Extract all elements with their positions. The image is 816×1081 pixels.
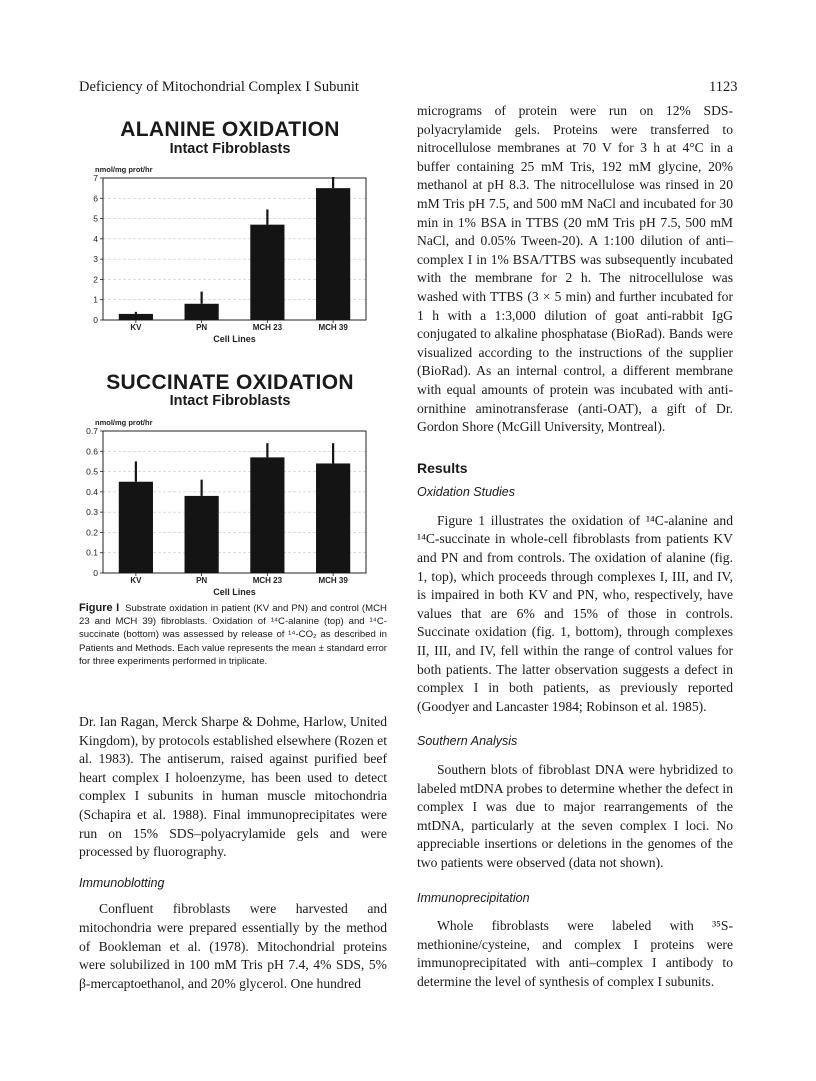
figure-caption xyxy=(79,602,387,668)
x-tick-label: MCH 23 xyxy=(252,323,283,332)
y-tick-label: 0.4 xyxy=(86,486,98,497)
y-tick-label: 0.3 xyxy=(86,507,98,518)
alanine-oxidation-chart xyxy=(66,156,396,356)
x-tick-label: KV xyxy=(130,576,142,585)
y-tick-label: 0.2 xyxy=(86,527,98,538)
y-tick-label: 0.7 xyxy=(86,426,98,436)
chart2-subtitle: Intact Fibroblasts xyxy=(169,393,291,409)
y-tick-label: 5 xyxy=(93,213,98,224)
figure-label: Figure I xyxy=(79,602,120,614)
y-tick-label: 0.1 xyxy=(86,547,98,558)
left-paragraph-2: Confluent fibroblasts were harvested and mitochondria were prepared essentially by the method of Bookleman et al. (1978). Mitochondrial proteins were solubilized in 100 mM Tris pH 7.4, 4% SDS, 5% β-mercaptoethanol, and 20% glycerol. One hundred xyxy=(79,901,387,991)
y-tick-label: 1 xyxy=(93,294,98,305)
chart1-title: ALANINE OXIDATION xyxy=(120,118,340,141)
x-tick-label: MCH 39 xyxy=(318,323,348,332)
running-title: Deficiency of Mitochondrial Complex I Subunit xyxy=(79,79,359,95)
right-paragraph-3: Southern blots of fibroblast DNA were hybridized to labeled mtDNA probes to determine whether the defect in complex I was due to major rearrangements of the mtDNA, particularly at the seven complex I loci. No appreciable insertions or deletions in the genomes of the two patients were observed (data not shown). xyxy=(417,762,733,870)
y-tick-label: 2 xyxy=(93,274,98,285)
southern-analysis-heading: Southern Analysis xyxy=(417,734,518,749)
y-tick-label: 6 xyxy=(93,193,98,204)
y-tick-label: 7 xyxy=(93,173,98,183)
bar xyxy=(119,314,153,320)
y-tick-label: 0 xyxy=(93,568,98,578)
bar xyxy=(316,188,350,320)
x-tick-label: MCH 39 xyxy=(318,576,348,585)
y-tick-label: 3 xyxy=(93,254,98,265)
right-paragraph-4: Whole fibroblasts were labeled with ³⁵S-methionine/cysteine, and complex I proteins were immunoprecipitated with anti–complex I antibody to determine the level of synthesis of complex I subunits. xyxy=(417,918,733,989)
right-column xyxy=(417,102,733,992)
chart2-title: SUCCINATE OXIDATION xyxy=(106,371,354,394)
y-axis-label: nmol/mg prot/hr xyxy=(95,418,153,427)
figure-caption-text: Substrate oxidation in patient (KV and PN) and control (MCH 23 and MCH 39) fibroblasts. Oxidation of ¹⁴C-alanine (top) and ¹⁴C-succinate (bottom) was assessed by release of ¹⁴-CO₂ as described in Patients and Methods. Each value represents the mean ± standard error for three experiments performed in triplicate. xyxy=(79,603,387,667)
x-tick-label: KV xyxy=(130,323,142,332)
bar xyxy=(250,225,284,320)
y-tick-label: 4 xyxy=(93,233,98,244)
y-tick-label: 0.5 xyxy=(86,466,98,477)
bar xyxy=(119,482,153,573)
right-paragraph-1: micrograms of protein were run on 12% SDS-polyacrylamide gels. Proteins were transferred to nitrocellulose membranes at 70 V for 3 h at 4°C in a buffer containing 25 mM Tris, 192 mM glycine, 20% methanol at pH 8.3. The nitrocellulose was rinsed in 20 mM Tris pH 7.5, and 500 mM NaCl and incubated for 30 min in 1% BSA in TTBS (20 mM Tris pH 7.5, 500 mM NaCl, and 0.05% Tween-20). A 1:100 dilution of anti–complex I in 1% BSA/TTBS was subsequently incubated with the membrane for 2 h. The nitrocellulose was washed with TTBS (3 × 5 min) and further incubated for 1 h with a 1:3,000 dilution of goat anti-rabbit IgG conjugated to alkaline phosphatase (BioRad). Bands were visualized according to the instructions of the supplier (BioRad). As an internal control, a different membrane with equal amounts of protein was incubated with anti-ornithine aminotransferase (anti-OAT), a gift of Dr. Gordon Shore (McGill University, Montreal). xyxy=(417,103,733,435)
bar xyxy=(185,304,219,320)
x-tick-label: MCH 23 xyxy=(252,576,283,585)
left-paragraph-1: Dr. Ian Ragan, Merck Sharpe & Dohme, Harlow, United Kingdom), by protocols established elsewhere (Rozen et al. 1983). The antiserum, raised against purified beef heart complex I holoenzyme, has been used to detect complex I subunits in human muscle mitochondria (Schapira et al. 1988). Final immunoprecipitates were run on 15% SDS–polyacrylamide gels and were processed by fluorography. xyxy=(79,714,387,860)
x-axis-label: Cell Lines xyxy=(213,587,256,597)
y-tick-label: 0 xyxy=(93,315,98,325)
immunoblotting-heading: Immunoblotting xyxy=(79,875,165,890)
bar xyxy=(250,457,284,573)
page-number: 1123 xyxy=(709,79,738,95)
left-column xyxy=(79,713,387,993)
immunoprecipitation-heading: Immunoprecipitation xyxy=(417,890,530,905)
bar xyxy=(316,463,350,573)
x-tick-label: PN xyxy=(196,323,208,332)
bar xyxy=(185,496,219,573)
y-axis-label: nmol/mg prot/hr xyxy=(95,165,153,174)
right-paragraph-2: Figure 1 illustrates the oxidation of ¹⁴C-alanine and ¹⁴C-succinate in whole-cell fibroblasts from patients KV and PN and from controls. The oxidation of alanine (fig. 1, top), which proceeds through complexes I, III, and IV, is impaired in both KV and PN, who, respectively, have values that are 6% and 15% of those in controls. Succinate oxidation (fig. 1, bottom), through complexes II, III, and IV, fell within the range of control values for both patients. The latter observation suggests a defect in complex I in both patients, as previously reported (Goodyer and Lancaster 1984; Robinson et al. 1985). xyxy=(417,512,733,714)
succinate-oxidation-chart xyxy=(66,407,396,599)
chart1-subtitle: Intact Fibroblasts xyxy=(169,141,291,157)
oxidation-studies-heading: Oxidation Studies xyxy=(417,485,515,500)
y-tick-label: 0.6 xyxy=(86,446,98,457)
results-heading: Results xyxy=(417,459,468,476)
x-axis-label: Cell Lines xyxy=(213,334,256,344)
x-tick-label: PN xyxy=(196,576,208,585)
